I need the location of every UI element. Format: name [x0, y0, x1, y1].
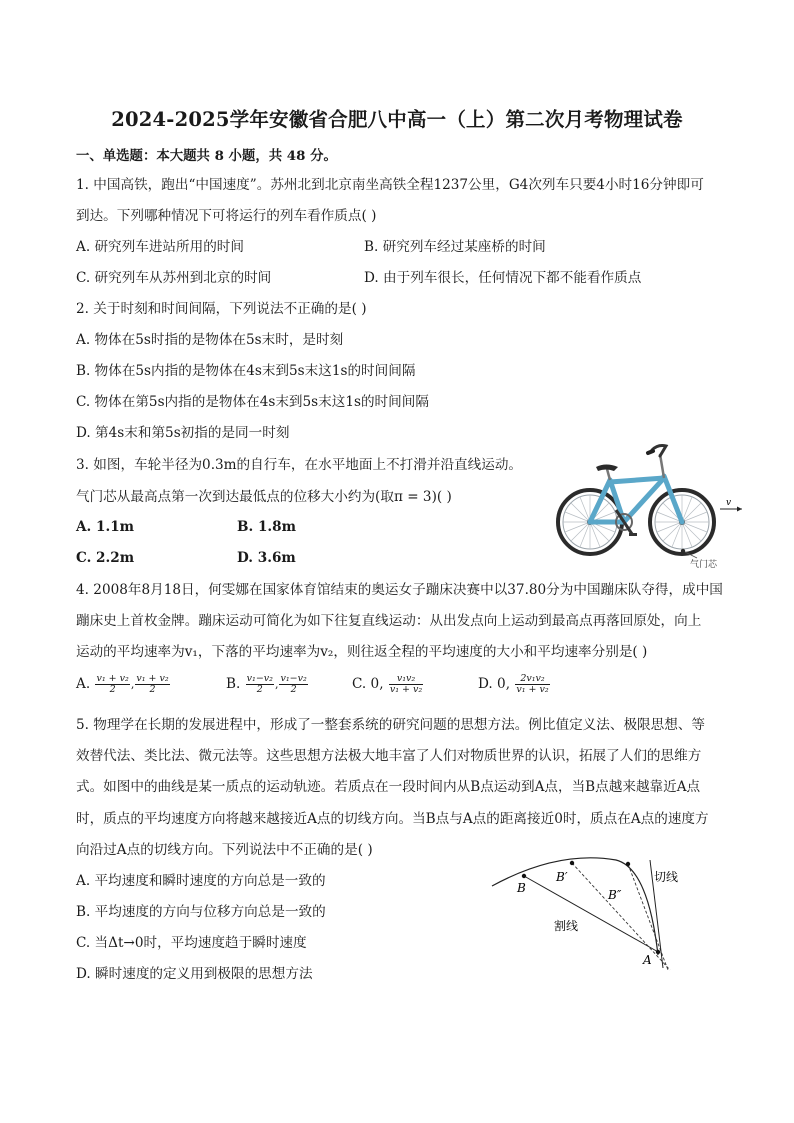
label-tangent: 切线: [654, 870, 679, 884]
q5-option-a: A. 平均速度和瞬时速度的方向总是一致的: [76, 873, 326, 889]
valve-core-label: 气门芯: [690, 560, 718, 570]
q5-stem-line5: 向沿过A点的切线方向。下列说法中不正确的是( ): [76, 842, 373, 858]
label-b: B: [517, 881, 526, 895]
q3-option-d: D. 3.6m: [237, 550, 296, 566]
q2-option-d: D. 第4s末和第5s初指的是同一时刻: [76, 425, 290, 441]
q5-option-c: C. 当Δt→0时，平均速度趋于瞬时速度: [76, 935, 307, 951]
label-b2: B″: [608, 888, 622, 902]
q3-option-b: B. 1.8m: [237, 519, 296, 535]
q2-stem: 2. 关于时刻和时间间隔，下列说法不正确的是( ): [76, 301, 367, 317]
q5-stem-line2: 效替代法、类比法、微元法等。这些思想方法极大地丰富了人们对物质世界的认识，拓展了人们的思维方: [76, 748, 702, 764]
q5-stem-line3: 式。如图中的曲线是某一质点的运动轨迹。若质点在一段时间内从B点运动到A点，当B点越来越靠近A点: [76, 779, 701, 795]
q2-option-b: B. 物体在5s内指的是物体在4s末到5s末这1s的时间间隔: [76, 363, 416, 379]
point-a: [656, 950, 660, 954]
secant-line: [524, 876, 660, 953]
point-b1: [570, 861, 574, 865]
q4-option-a: A. $\frac{\text{v₁ + v₂}}{2}$ , $\frac{\text{v₁ + v₂}}{2}$: [76, 673, 169, 695]
q1-option-c: C. 研究列车从苏州到北京的时间: [76, 270, 272, 286]
q4-option-b-fraction1: $\frac{\text{v₁−v₂}}{2}$: [246, 673, 273, 695]
q4-option-a-label: A.: [76, 676, 91, 692]
q3-option-a: A. 1.1m: [76, 519, 135, 535]
q3-stem-line1: 3. 如图，车轮半径为0.3m的自行车，在水平地面上不打滑并沿直线运动。: [76, 457, 523, 473]
label-secant: 割线: [554, 919, 579, 933]
q4-stem-line2: 蹦床史上首枚金牌。蹦床运动可简化为如下往复直线运动：从出发点向上运动到最高点再落回原处，向上: [76, 613, 702, 629]
q4-option-c-fraction: $\frac{\text{v₁v₂}}{\text{v₁ + v₂}}$: [389, 673, 423, 695]
point-b2: [626, 862, 630, 866]
q5-option-b: B. 平均速度的方向与位移方向总是一致的: [76, 904, 326, 920]
page-title: 2024-2025学年安徽省合肥八中高一（上）第二次月考物理试卷: [111, 108, 683, 131]
q5-option-d: D. 瞬时速度的定义用到极限的思想方法: [76, 966, 313, 982]
q4-option-d: [478, 674, 551, 695]
trajectory-curve: [492, 858, 658, 955]
section-heading: 一、单选题：本大题共 8 小题，共 48 分。: [76, 148, 337, 164]
q4-option-a-fraction1: $\frac{\text{v₁ + v₂}}{2}$: [96, 673, 129, 695]
q4-option-d-label: D. 0,: [478, 676, 511, 692]
q4-option-d-fraction: $\frac{\text{2v₁v₂}}{\text{v₁ + v₂}}$: [516, 673, 549, 695]
q4-stem-line1: 4. 2008年8月18日，何雯娜在国家体育馆结束的奥运女子蹦床决赛中以37.80分为中国蹦床队夺得，成中国: [76, 582, 723, 598]
label-b1: B′: [556, 870, 568, 884]
q1-stem-line1: 1. 中国高铁，跑出“中国速度”。苏州北到北京南坐高铁全程1237公里，G4次列车只要4小时16分钟即可: [76, 177, 704, 193]
q1-option-b: B. 研究列车经过某座桥的时间: [364, 239, 546, 255]
q2-option-c: C. 物体在第5s内指的是物体在4s末到5s末这1s的时间间隔: [76, 394, 429, 410]
q4-stem-line3: 运动的平均速率为v₁，下落的平均速率为v₂，则往返全程的平均速度的大小和平均速率分别是( ): [76, 644, 648, 660]
q4-option-b-label: B.: [226, 676, 241, 692]
q4-option-b-fraction2: $\frac{\text{v₁−v₂}}{2}$: [280, 673, 307, 695]
q2-option-a: A. 物体在5s时指的是物体在5s末时，是时刻: [76, 332, 344, 348]
q3-option-c: C. 2.2m: [76, 550, 135, 566]
q1-option-d: D. 由于列车很长，任何情况下都不能看作质点: [364, 270, 642, 286]
q1-stem-line2: 到达。下列哪种情况下可将运行的列车看作质点( ): [76, 208, 377, 224]
q4-option-c: [352, 674, 424, 695]
q4-option-c-label: C. 0,: [352, 676, 384, 692]
bicycle-figure: [552, 438, 748, 570]
q1-option-a: A. 研究列车进站所用的时间: [76, 239, 244, 255]
label-a: A: [643, 953, 652, 967]
q5-stem-line4: 时，质点的平均速度方向将越来越接近A点的切线方向。当B点与A点的距离接近0时，质点在A点的速度方: [76, 811, 709, 827]
q4-option-a-fraction2: $\frac{\text{v₁ + v₂}}{2}$: [136, 673, 169, 695]
valve-core-marker: [681, 549, 685, 553]
q3-stem-line2: 气门芯从最高点第一次到达最低点的位移大小约为(取π = 3)( ): [76, 489, 452, 505]
q4-option-b: B. $\frac{\text{v₁−v₂}}{2}$ , $\frac{\text{v₁−v₂}}{2}$: [226, 673, 307, 695]
q5-stem-line1: 5. 物理学在长期的发展进程中，形成了一整套系统的研究问题的思想方法。例比值定义法、极限思想、等: [76, 717, 706, 733]
velocity-label: v: [726, 498, 732, 508]
point-b: [522, 874, 526, 878]
trajectory-figure: [488, 850, 698, 974]
